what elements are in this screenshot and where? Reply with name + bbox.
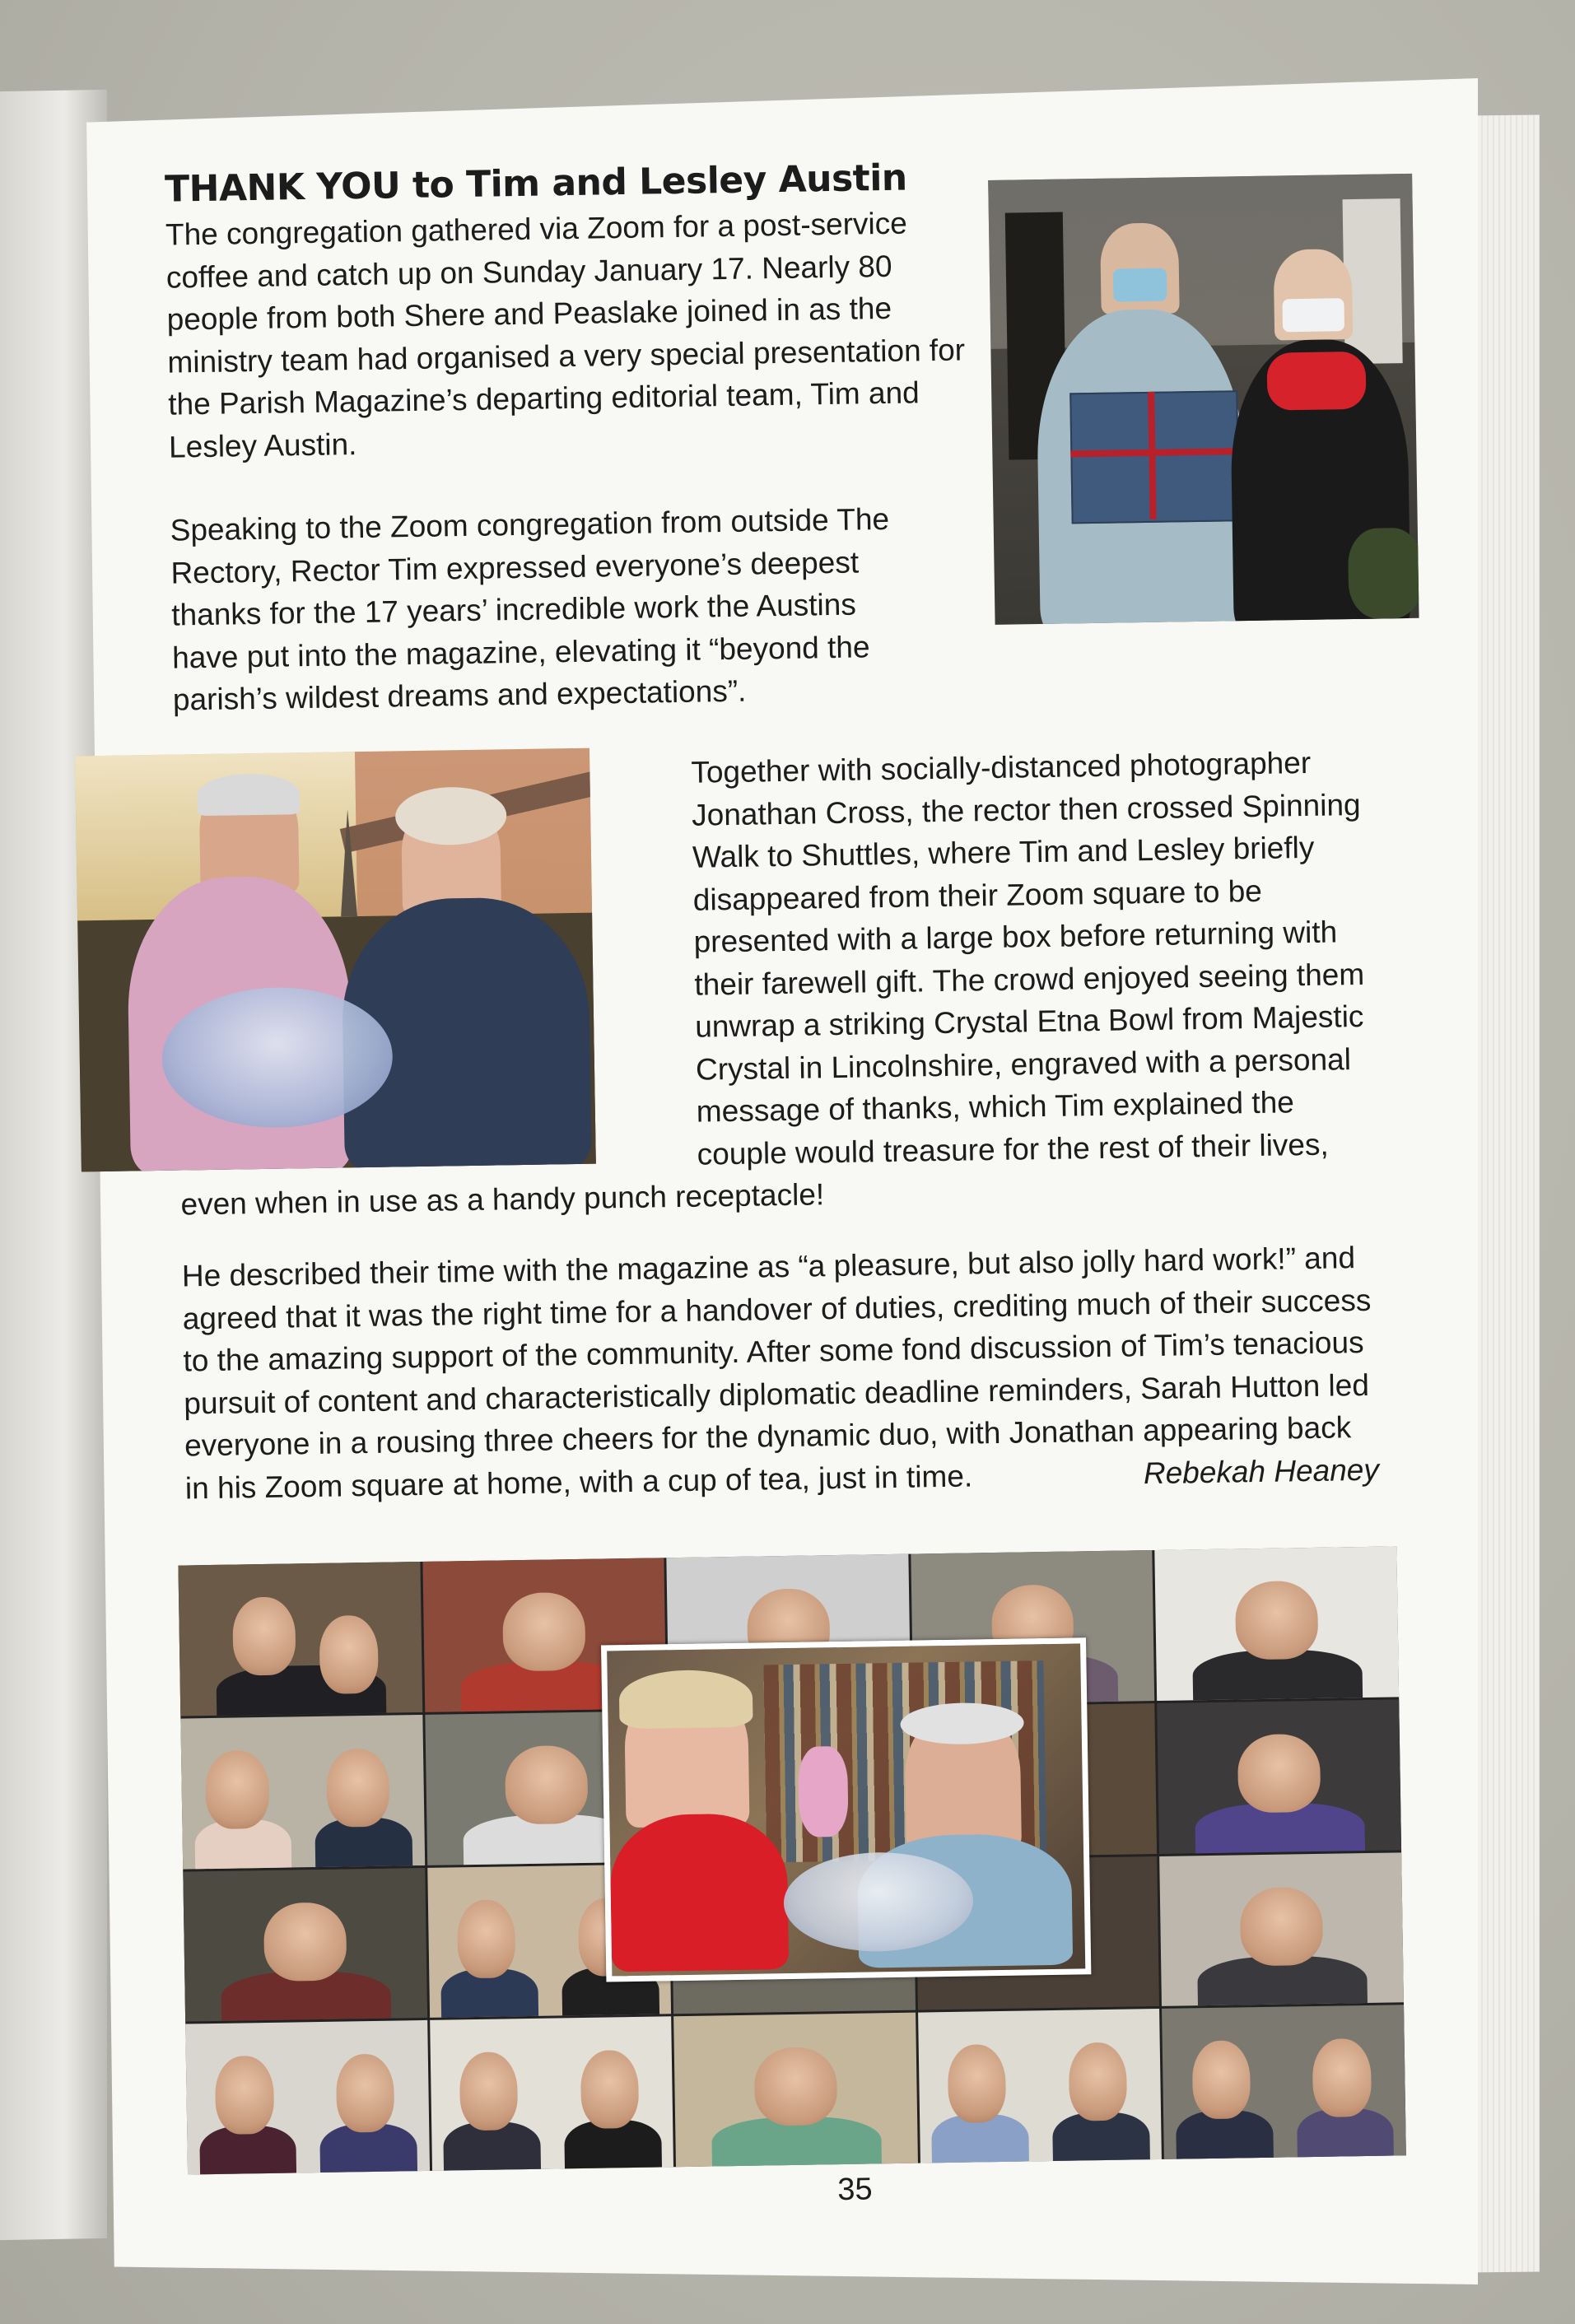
paragraph-4-block — [182, 1237, 1380, 1510]
article-title: THANK YOU to Tim and Lesley Austin — [164, 156, 908, 211]
zoom-tile — [673, 2013, 917, 2167]
paragraph-4: He described their time with the magazine as “a pleasure, but also jolly hard work!” and agreed that it was the right time for a handover of duties, crediting much of their success to the amazing support of the community. After some fond discussion of Tim’s tenacious pursuit of content and characteristically diplomatic deadline reminders, Sarah Hutton led everyone in a rousing three cheers for the dynamic duo, with Jonathan appearing back in his Zoom square at home, with a cup of tea, just in time. — [181, 1241, 1372, 1505]
zoom-tile — [430, 2017, 673, 2171]
zoom-tile — [1158, 1699, 1401, 1853]
zoom-tile-tim-and-lesley — [601, 1637, 1091, 1982]
page-content — [72, 68, 1498, 2295]
photo-wrap-spacer — [174, 752, 697, 1160]
zoom-tile — [185, 2020, 429, 2174]
zoom-tile — [183, 1867, 426, 2021]
zoom-tile — [1162, 2005, 1405, 2159]
paragraph-1: The congregation gathered via Zoom for a post-service coffee and catch up on Sunday January 17. Nearly 80 people from both Shere and Peaslake joined in as the ministry team had organised a very special presentation for the Parish Magazine’s departing editorial team, Tim and Lesley Austin. — [165, 206, 966, 464]
zoom-tile — [1160, 1852, 1404, 2006]
paragraph-3-block — [174, 741, 1375, 1226]
byline: Rebekah Heaney — [1143, 1452, 1380, 1490]
zoom-tile — [1155, 1546, 1399, 1700]
zoom-tile — [180, 1715, 424, 1869]
zoom-tile — [918, 2009, 1162, 2163]
page-number: 35 — [836, 2172, 873, 2208]
paragraph-3: Together with socially-distanced photographer Jonathan Cross, the rector then crossed Spinning Walk to Shuttles, where Tim and Lesley briefly disappeared from their Zoom square to be presented with a large box before returning with their farewell gift. The crowd enjoyed seeing them unwrap a striking Crystal Etna Bowl from Majestic Crystal in Lincolnshire, engraved with a personal message of thanks, which Tim explained the couple would treasure for the rest of their lives, even when in use as a handy punch receptacle! — [180, 745, 1365, 1222]
paragraph-2-block — [170, 491, 1375, 721]
photo-wrap-spacer — [911, 491, 1373, 628]
zoom-tile — [178, 1562, 422, 1716]
paragraph-2: Speaking to the Zoom congregation from outside The Rectory, Rector Tim expressed everyone’s deepest thanks for the 17 years’ incredible work the Austins have put into the magazine, elevating it “beyond the parish’s wildest dreams and expectations”. — [170, 501, 890, 717]
